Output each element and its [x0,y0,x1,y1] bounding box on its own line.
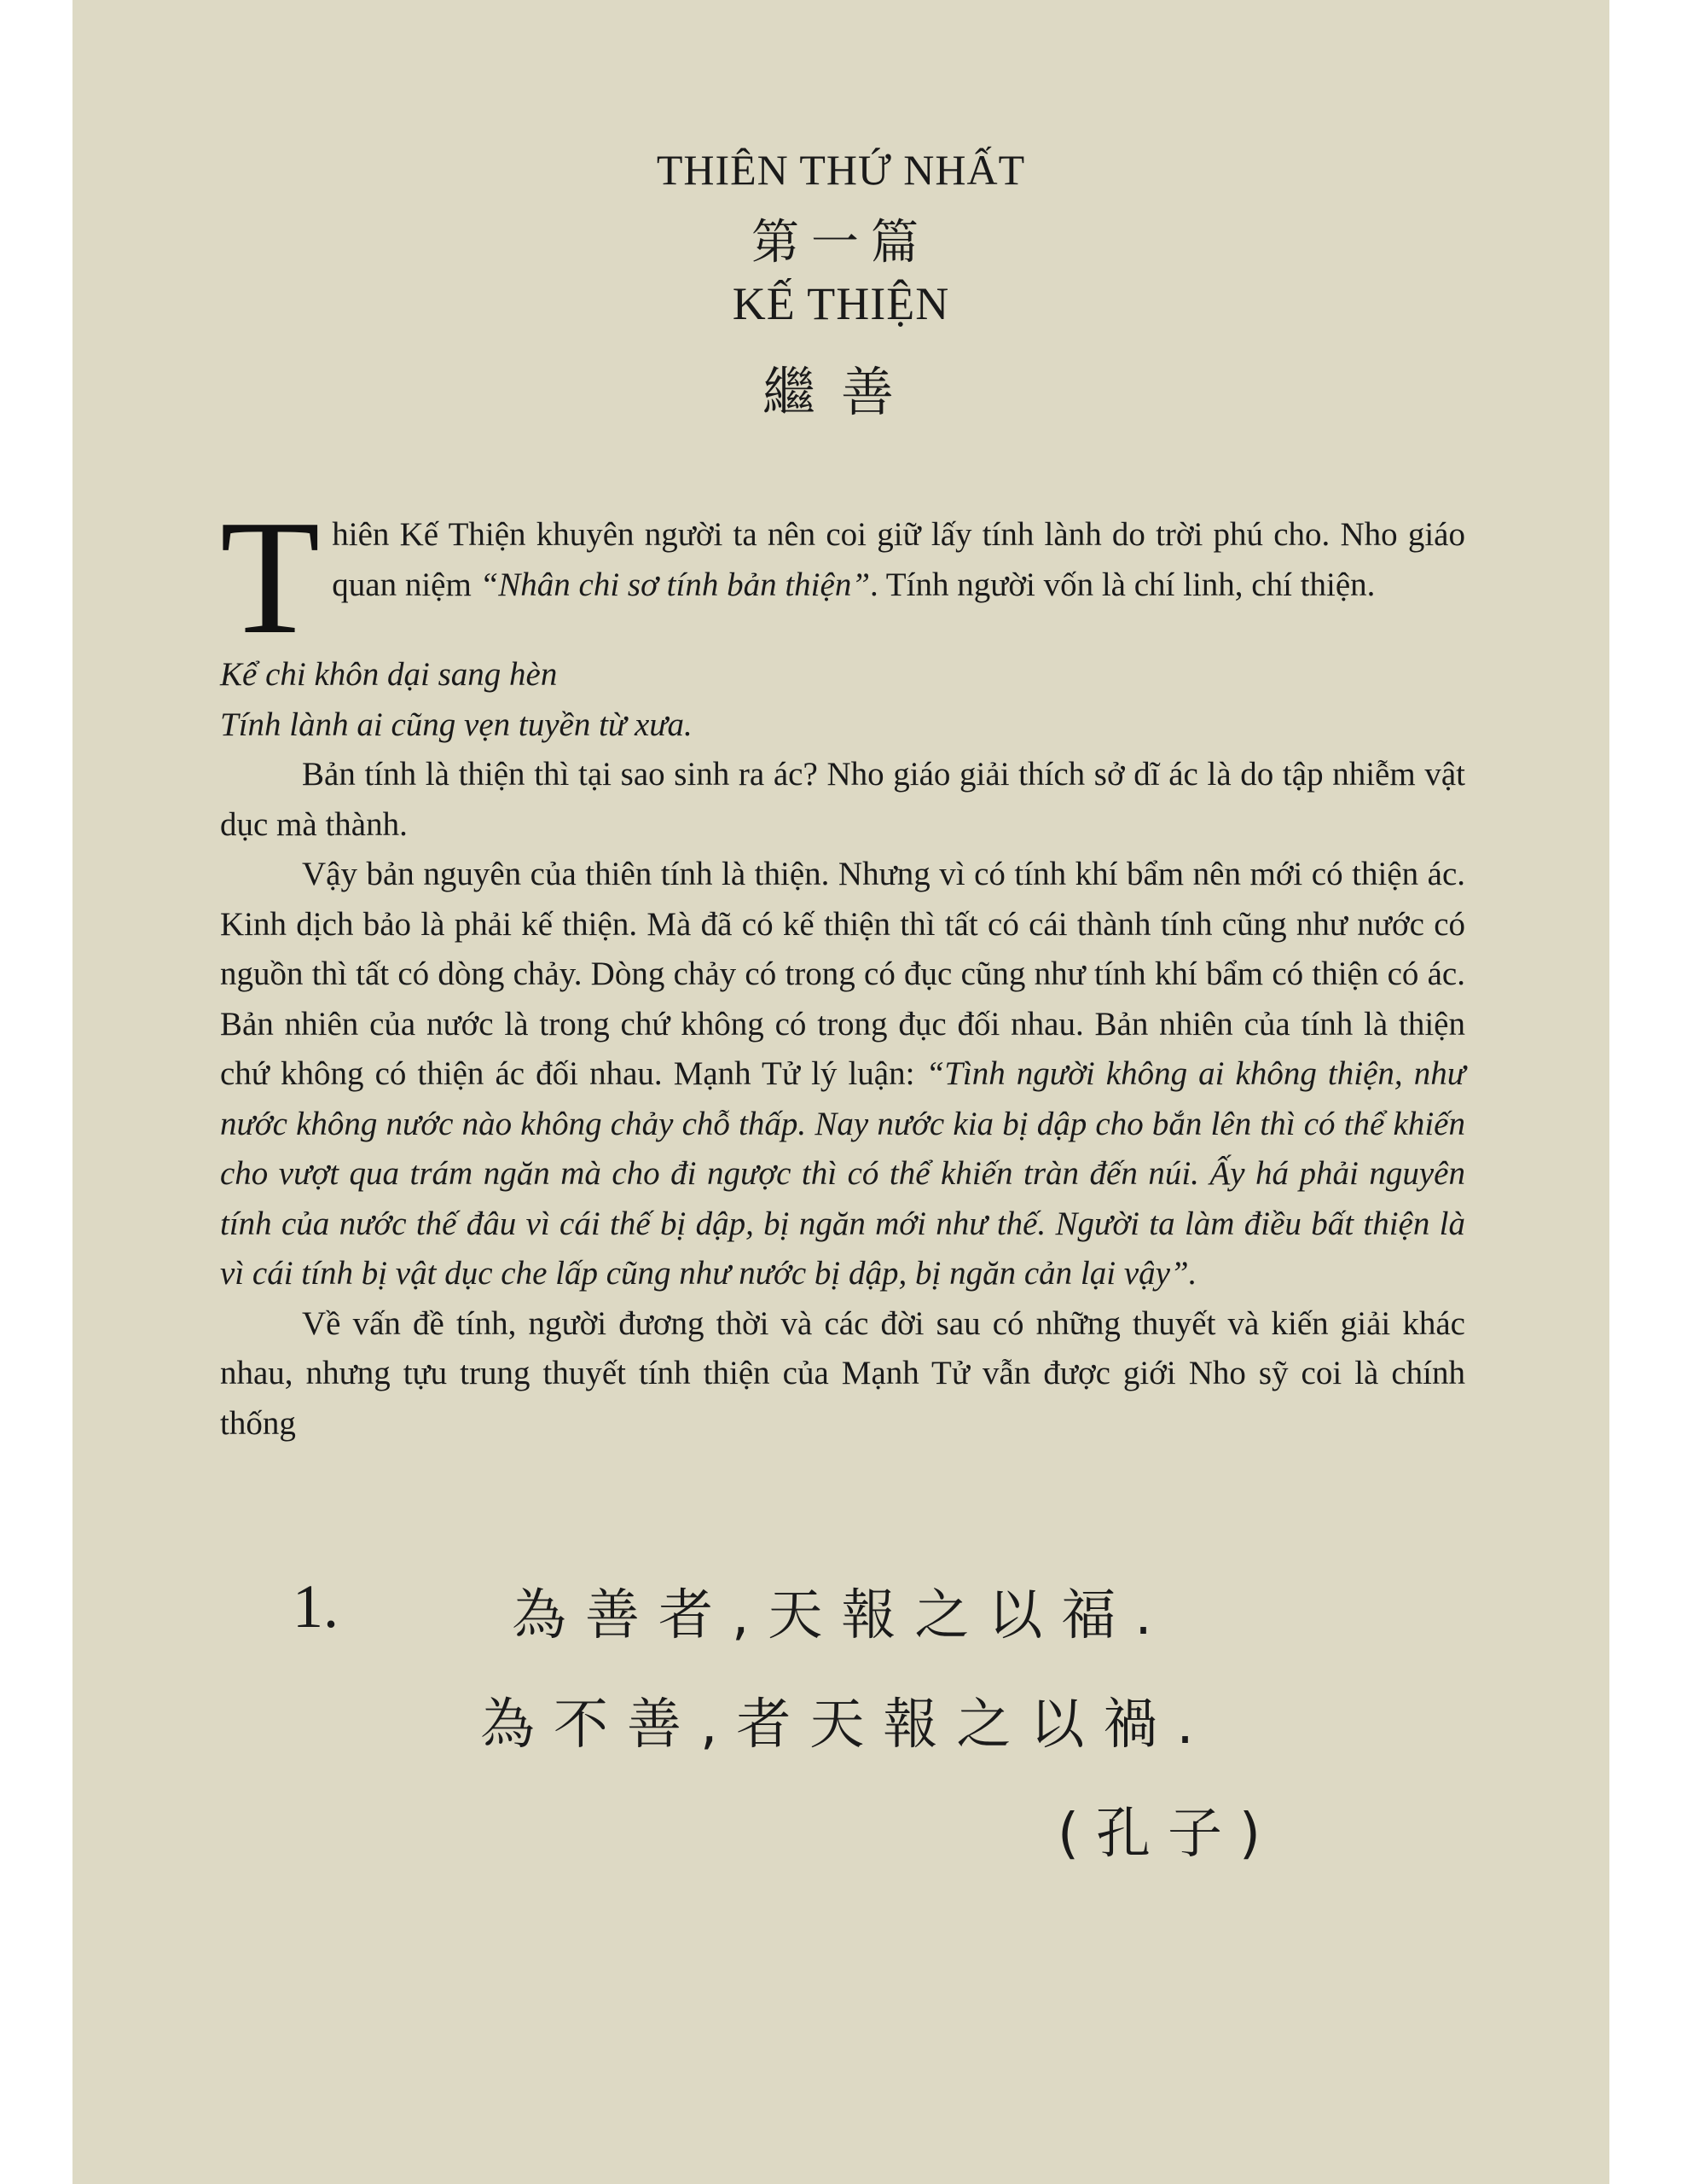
verse-line-2: Tính lành ai cũng vẹn tuyền từ xưa. [220,706,693,743]
chapter-heading-cn: 第一篇 [751,217,930,270]
chapter-title-cn: 繼善 [762,364,919,422]
intro-text [220,486,1465,1449]
intro-paragraph-1: Thiên Kế Thiện khuyên người ta nên coi giữ lấy tính lành do trời phú cho. Nho giáo quan niệm “Nhân chi sơ tính bản thiện”. Tính người vốn là chí linh, chí thiện. [220,486,1465,668]
saying-number: 1. [293,1572,339,1641]
saying-line-2: 為不善,者天報之以禍. [480,1693,1213,1757]
intro-paragraph-3: Vậy bản nguyên của thiên tính là thiện. Nhưng vì có tính khí bẩm nên mới có thiện ác. Kinh dịch bảo là phải kế thiện. Mà đã có kế thiện thì tất có cái thành tính cũng như nước có nguồn thì tất có dòng chảy. Dòng chảy có trong có đục cũng như tính khí bẩm có thiện có ác. Bản nhiên của nước là trong chứ không có trong đục đối nhau. Bản nhiên của tính là thiện chứ không có thiện ác đối nhau. Mạnh Tử lý luận: “Tình người không ai không thiện, như nước không nước nào không chảy chỗ thấp. Nay nước kia bị dập cho bắn lên thì có thể khiến cho vượt qua trám ngăn mà cho đi ngược thì có thể khiến tràn đến núi. Ấy há phải nguyên tính của nước thế đâu vì cái thế bị dập, bị ngăn mới như thế. Người ta làm điều bất thiện là vì cái tính bị vật dục che lấp cũng như nước bị dập, bị ngăn cản lại vậy”. [220,856,1465,1292]
verse-line-1: Kể chi khôn dại sang hèn [220,656,558,693]
intro-paragraph-2: Bản tính là thiện thì tại sao sinh ra ác? Nho giáo giải thích sở dĩ ác là do tập nhiễm vật dục mà thành. [220,756,1465,843]
saying-source: (孔子) [1058,1803,1278,1866]
intro-paragraph-4: Về vấn đề tính, người đương thời và các đời sau có những thuyết và kiến giải khác nhau, nhưng tựu trung thuyết tính thiện của Mạnh Tử vẫn được giới Nho sỹ coi là chính thống [220,1304,1465,1442]
quote-nhan-chi-so: “Nhân chi sơ tính bản thiện” [479,566,871,603]
chapter-heading-vi: THIÊN THỨ NHẤT [656,146,1026,194]
drop-cap: T [220,486,321,668]
chapter-title-vi: KẾ THIỆN [732,278,950,329]
quote-manh-tu: “Tình người không ai không thiện, như nước không nước nào không chảy chỗ thấp. Nay nước kia bị dập cho bắn lên thì có thể khiến cho vượt qua trám ngăn mà cho đi ngược thì có thể khiến tràn đến núi. Ấy há phải nguyên tính của nước thế đâu vì cái thế bị dập, bị ngăn mới như thế. Người ta làm điều bất thiện là vì cái tính bị vật dục che lấp cũng như nước bị dập, bị ngăn cản lại vậy”. [220,1055,1465,1292]
saying-line-1: 為善者,天報之以福. [512,1584,1171,1647]
